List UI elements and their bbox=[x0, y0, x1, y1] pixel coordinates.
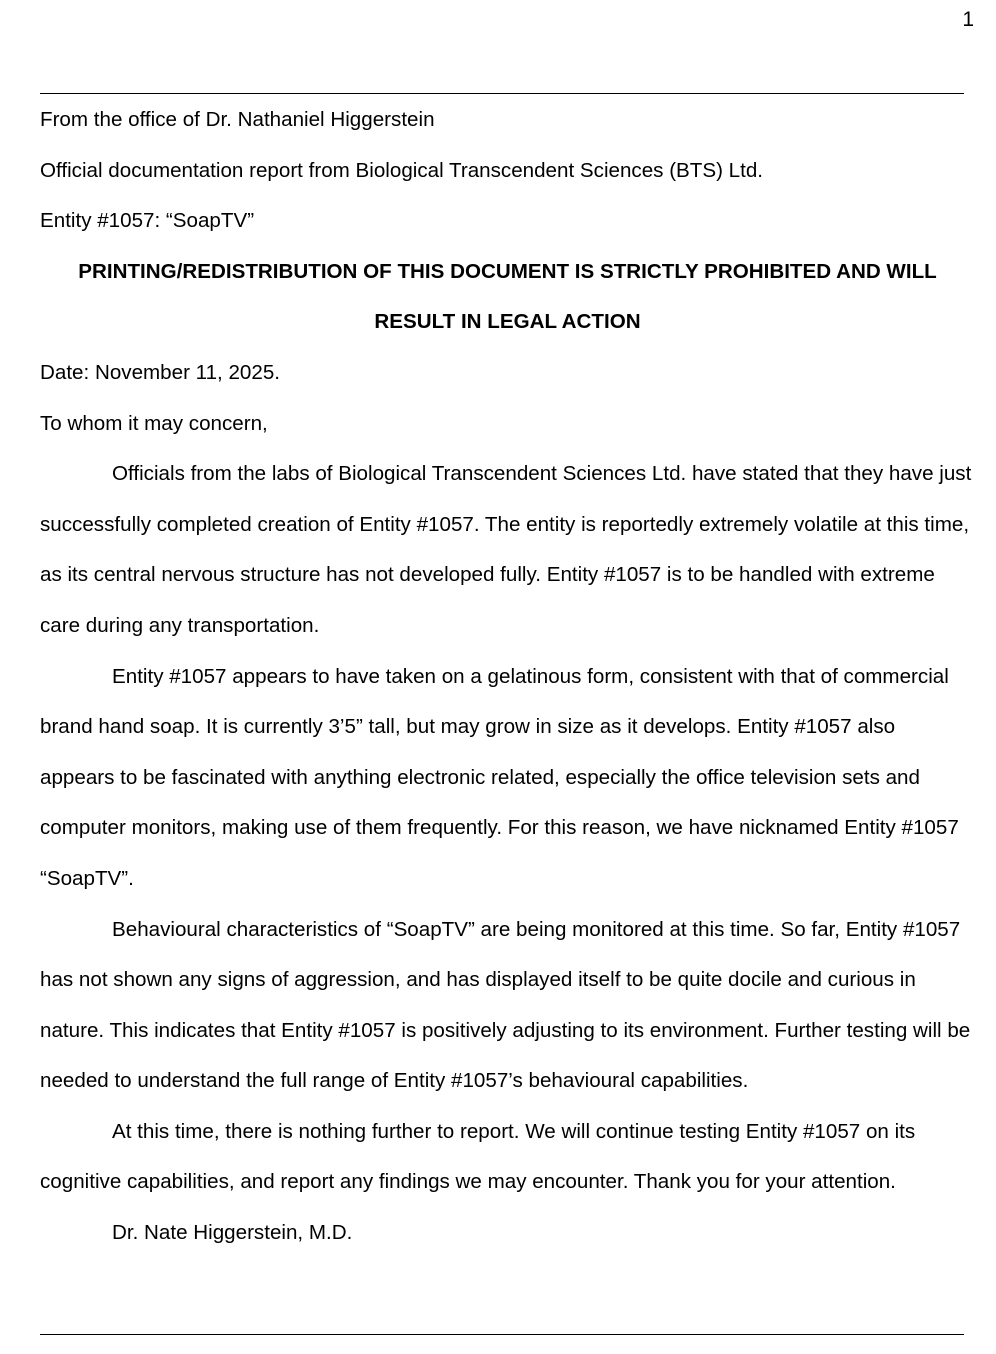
notice-line-2: RESULT IN LEGAL ACTION bbox=[374, 310, 641, 334]
salutation: To whom it may concern, bbox=[40, 411, 268, 435]
entity-line: Entity #1057: “SoapTV” bbox=[40, 209, 255, 233]
signature: Dr. Nate Higgerstein, M.D. bbox=[112, 1221, 353, 1245]
body-paragraph: Entity #1057 appears to have taken on a gelatinous form, consistent with that of commercial brand hand soap. It is currently 3’5” tall, but may grow in size as it develops. Entity #1057 also appears to be fascinated with anything electronic related, especially the office television sets and computer monitors, making use of them frequently. For this reason, we have nicknamed Entity #1057 “SoapTV”. bbox=[40, 664, 959, 890]
report-line: Official documentation report from Biological Transcendent Sciences (BTS) Ltd. bbox=[40, 158, 764, 182]
top-divider bbox=[40, 93, 964, 94]
body-paragraph: Behavioural characteristics of “SoapTV” are being monitored at this time. So far, Entity #1057 has not shown any signs of aggression, and has displayed itself to be quite docile and curious in nature. This indicates that Entity #1057 is positively adjusting to its environment. Further testing will be needed to understand the full range of Entity #1057’s behavioural capabilities. bbox=[40, 917, 971, 1093]
body-paragraph: Officials from the labs of Biological Transcendent Sciences Ltd. have stated that they have just successfully completed creation of Entity #1057. The entity is reportedly extremely volatile at this time, as its central nervous structure has not developed fully. Entity #1057 is to be handled with extreme care during any transportation. bbox=[40, 462, 972, 637]
notice-line-1: PRINTING/REDISTRIBUTION OF THIS DOCUMENT IS STRICTLY PROHIBITED AND WILL bbox=[78, 259, 937, 283]
bottom-divider bbox=[40, 1334, 964, 1335]
office-line: From the office of Dr. Nathaniel Higgerstein bbox=[40, 108, 435, 131]
prohibition-notice bbox=[40, 247, 975, 348]
page-number: 1 bbox=[962, 8, 974, 31]
body-paragraph: At this time, there is nothing further to report. We will continue testing Entity #1057 on its cognitive capabilities, and report any findings we may encounter. Thank you for your attention. bbox=[40, 1119, 916, 1194]
document-body bbox=[40, 95, 975, 1259]
date-line: Date: November 11, 2025. bbox=[40, 360, 281, 384]
